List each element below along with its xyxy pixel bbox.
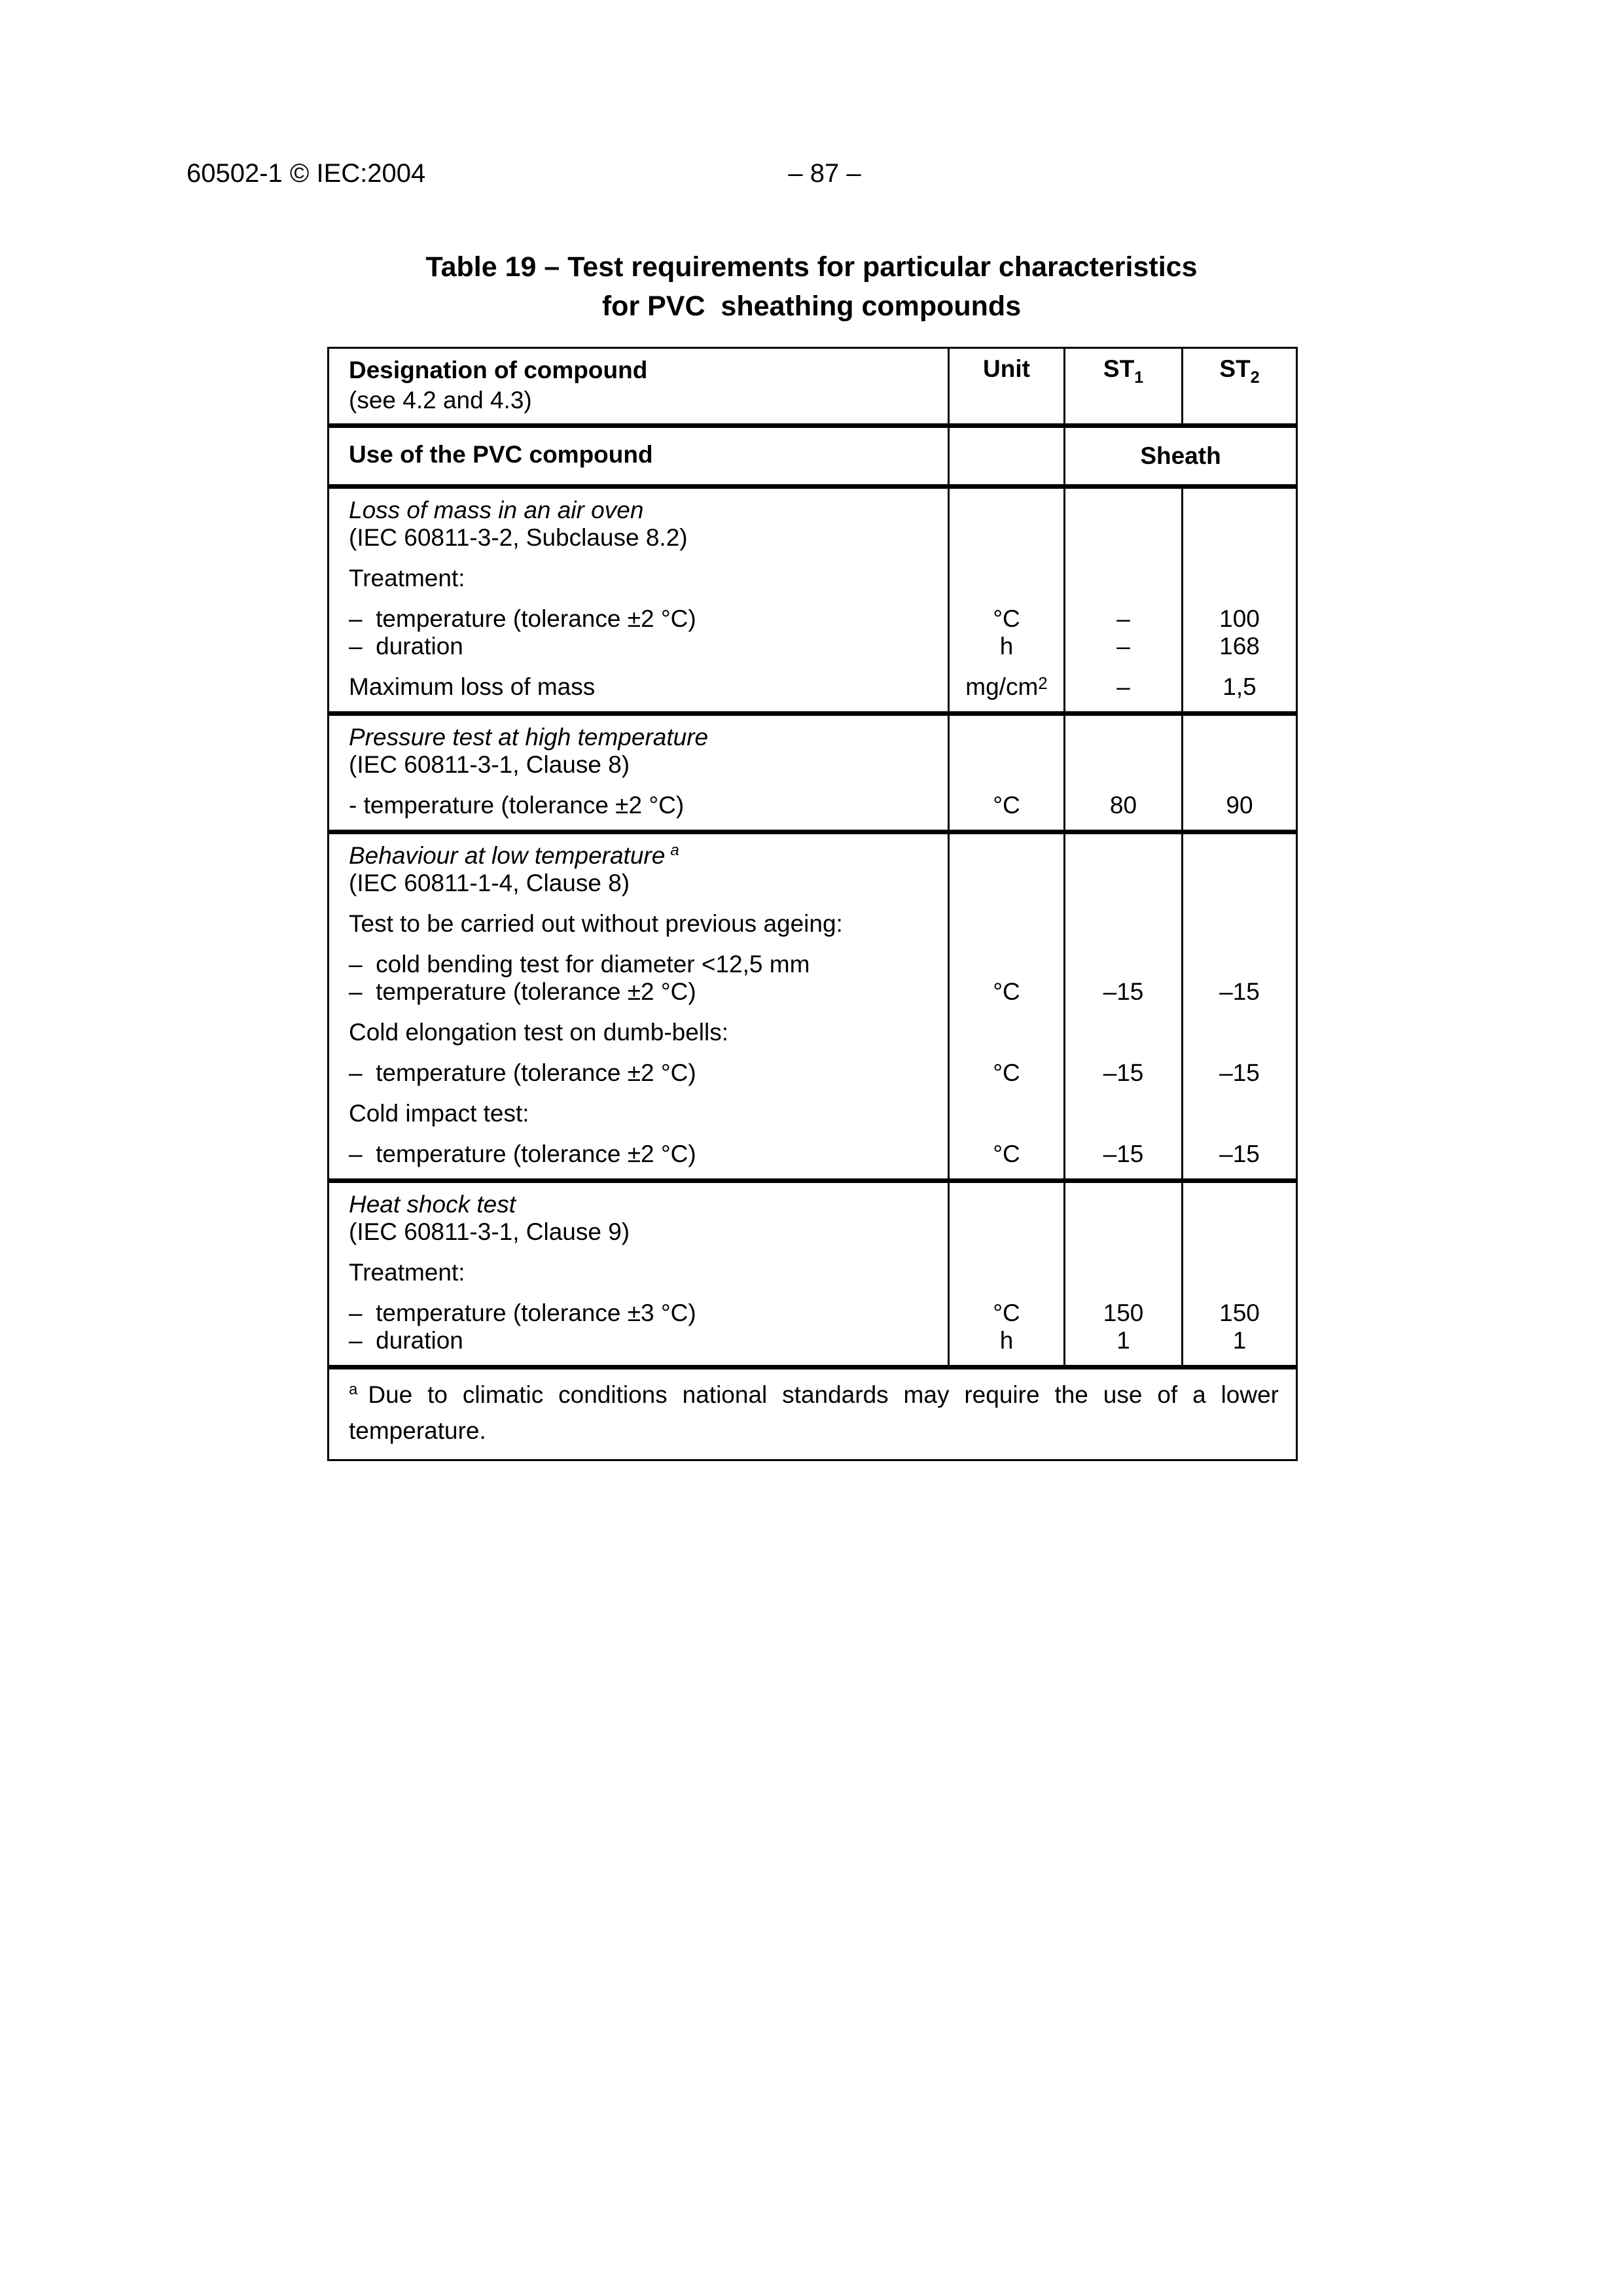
- section-pressure-test-st2: [1183, 714, 1297, 832]
- unit-value: °C: [993, 1299, 1020, 1326]
- unit-value: °C: [993, 1059, 1020, 1086]
- st1-value: –15: [1103, 1059, 1144, 1086]
- section-loss-of-mass-st1: [1065, 487, 1183, 714]
- document-reference: 60502-1 © IEC:2004: [187, 159, 426, 188]
- section-pressure-test-st1: [1065, 714, 1183, 832]
- temperature-item: - temperature (tolerance ±2 °C): [349, 792, 685, 819]
- st1-value: –: [1116, 605, 1130, 632]
- designation-header-cell: [329, 348, 949, 426]
- test-name: Heat shock test: [349, 1191, 516, 1218]
- unit-superscript: 2: [1038, 673, 1048, 693]
- section-heat-shock-st1: [1065, 1181, 1183, 1368]
- st1-value: –15: [1103, 1140, 1144, 1167]
- temperature-item: – temperature (tolerance ±2 °C): [349, 1059, 696, 1086]
- st1-subscript: 1: [1134, 368, 1144, 387]
- no-ageing-note: Test to be carried out without previous ageing:: [349, 910, 843, 937]
- st1-value: 1: [1116, 1327, 1130, 1354]
- sheath-cell: Sheath: [1065, 426, 1297, 487]
- st2-label: ST: [1219, 355, 1251, 382]
- test-requirements-table: [327, 347, 1298, 1461]
- section-loss-of-mass-labels: [329, 487, 949, 714]
- st2-value: 1: [1232, 1327, 1247, 1354]
- table-header-row: [329, 348, 1297, 426]
- test-reference: (IEC 60811-3-2, Subclause 8.2): [349, 524, 688, 551]
- unit-value: h: [999, 1327, 1014, 1354]
- unit-value: h: [999, 633, 1014, 660]
- unit-value: [951, 673, 1062, 701]
- table-title-line2: for PVC sheathing compounds: [601, 291, 1022, 322]
- test-name: Pressure test at high temperature: [349, 724, 709, 751]
- section-behaviour-st1: [1065, 832, 1183, 1181]
- use-row-unit-cell: [949, 426, 1065, 487]
- unit-value: °C: [993, 792, 1020, 819]
- section-behaviour-low-temperature: [329, 832, 1297, 1181]
- temperature-item: – temperature (tolerance ±2 °C): [349, 978, 696, 1005]
- treatment-label: Treatment:: [349, 565, 465, 592]
- st1-value: 150: [1103, 1299, 1144, 1326]
- temperature-item: – temperature (tolerance ±3 °C): [349, 1299, 696, 1326]
- designation-header-line1: Designation of compound: [349, 357, 648, 383]
- use-of-compound-row: [329, 426, 1297, 487]
- test-reference: (IEC 60811-3-1, Clause 8): [349, 751, 630, 778]
- section-behaviour-st2: [1183, 832, 1297, 1181]
- st2-value: 150: [1219, 1299, 1260, 1326]
- st1-value: –: [1116, 633, 1130, 660]
- unit-value: °C: [993, 978, 1020, 1005]
- st2-value: 168: [1219, 633, 1260, 660]
- footnote-line2: temperature.: [349, 1417, 486, 1444]
- test-name-text: Behaviour at low temperature: [349, 842, 666, 869]
- table-title-line1: Table 19 – Test requirements for particular characteristics: [425, 251, 1198, 283]
- section-pressure-test-units: [949, 714, 1065, 832]
- st1-label: ST: [1103, 355, 1135, 382]
- test-name: [349, 842, 936, 870]
- cold-impact-label: Cold impact test:: [349, 1100, 529, 1127]
- st2-value: –15: [1219, 1140, 1260, 1167]
- footnote-reference-marker: a: [670, 841, 679, 859]
- section-pressure-test-labels: [329, 714, 949, 832]
- footnote-row: [329, 1368, 1297, 1460]
- st1-value: –: [1116, 673, 1130, 700]
- st2-value: 1,5: [1222, 673, 1257, 700]
- st2-subscript: 2: [1250, 368, 1260, 387]
- section-behaviour-labels: [329, 832, 949, 1181]
- st2-value: –15: [1219, 978, 1260, 1005]
- footnote-line1: [349, 1379, 1279, 1415]
- section-behaviour-units: [949, 832, 1065, 1181]
- section-loss-of-mass-st2: [1183, 487, 1297, 714]
- footnote-marker: a: [349, 1381, 358, 1398]
- designation-header-line2: (see 4.2 and 4.3): [349, 387, 532, 414]
- st2-value: 90: [1226, 792, 1253, 819]
- treatment-label: Treatment:: [349, 1259, 465, 1286]
- section-heat-shock-units: [949, 1181, 1065, 1368]
- temperature-item: – temperature (tolerance ±2 °C): [349, 1140, 696, 1167]
- temperature-item: – temperature (tolerance ±2 °C): [349, 605, 696, 632]
- section-heat-shock: [329, 1181, 1297, 1368]
- st1-value: –15: [1103, 978, 1144, 1005]
- st2-header-cell: [1183, 348, 1297, 426]
- cold-elongation-label: Cold elongation test on dumb-bells:: [349, 1019, 729, 1046]
- st2-value: 100: [1219, 605, 1260, 632]
- duration-item: – duration: [349, 1327, 463, 1354]
- test-name: Loss of mass in an air oven: [349, 497, 644, 523]
- unit-value: °C: [993, 1140, 1020, 1167]
- section-heat-shock-st2: [1183, 1181, 1297, 1368]
- use-of-compound-label: Use of the PVC compound: [329, 426, 949, 487]
- st2-value: –15: [1219, 1059, 1260, 1086]
- section-heat-shock-labels: [329, 1181, 949, 1368]
- max-loss-item: Maximum loss of mass: [349, 673, 596, 700]
- unit-header-cell: Unit: [949, 348, 1065, 426]
- section-loss-of-mass-units: [949, 487, 1065, 714]
- duration-item: – duration: [349, 633, 463, 660]
- test-reference: (IEC 60811-1-4, Clause 8): [349, 870, 630, 896]
- footnote-cell: [329, 1368, 1297, 1460]
- section-pressure-test: [329, 714, 1297, 832]
- footnote-text: Due to climatic conditions national standards may require the use of a lower: [368, 1381, 1279, 1408]
- test-reference: (IEC 60811-3-1, Clause 9): [349, 1218, 630, 1245]
- unit-base: mg/cm: [965, 673, 1039, 700]
- table-title: [0, 247, 1623, 326]
- st1-value: 80: [1109, 792, 1137, 819]
- page-number: – 87 –: [788, 159, 861, 188]
- cold-bending-item: – cold bending test for diameter <12,5 mm: [349, 951, 810, 978]
- section-loss-of-mass: [329, 487, 1297, 714]
- unit-value: °C: [993, 605, 1020, 632]
- st1-header-cell: [1065, 348, 1183, 426]
